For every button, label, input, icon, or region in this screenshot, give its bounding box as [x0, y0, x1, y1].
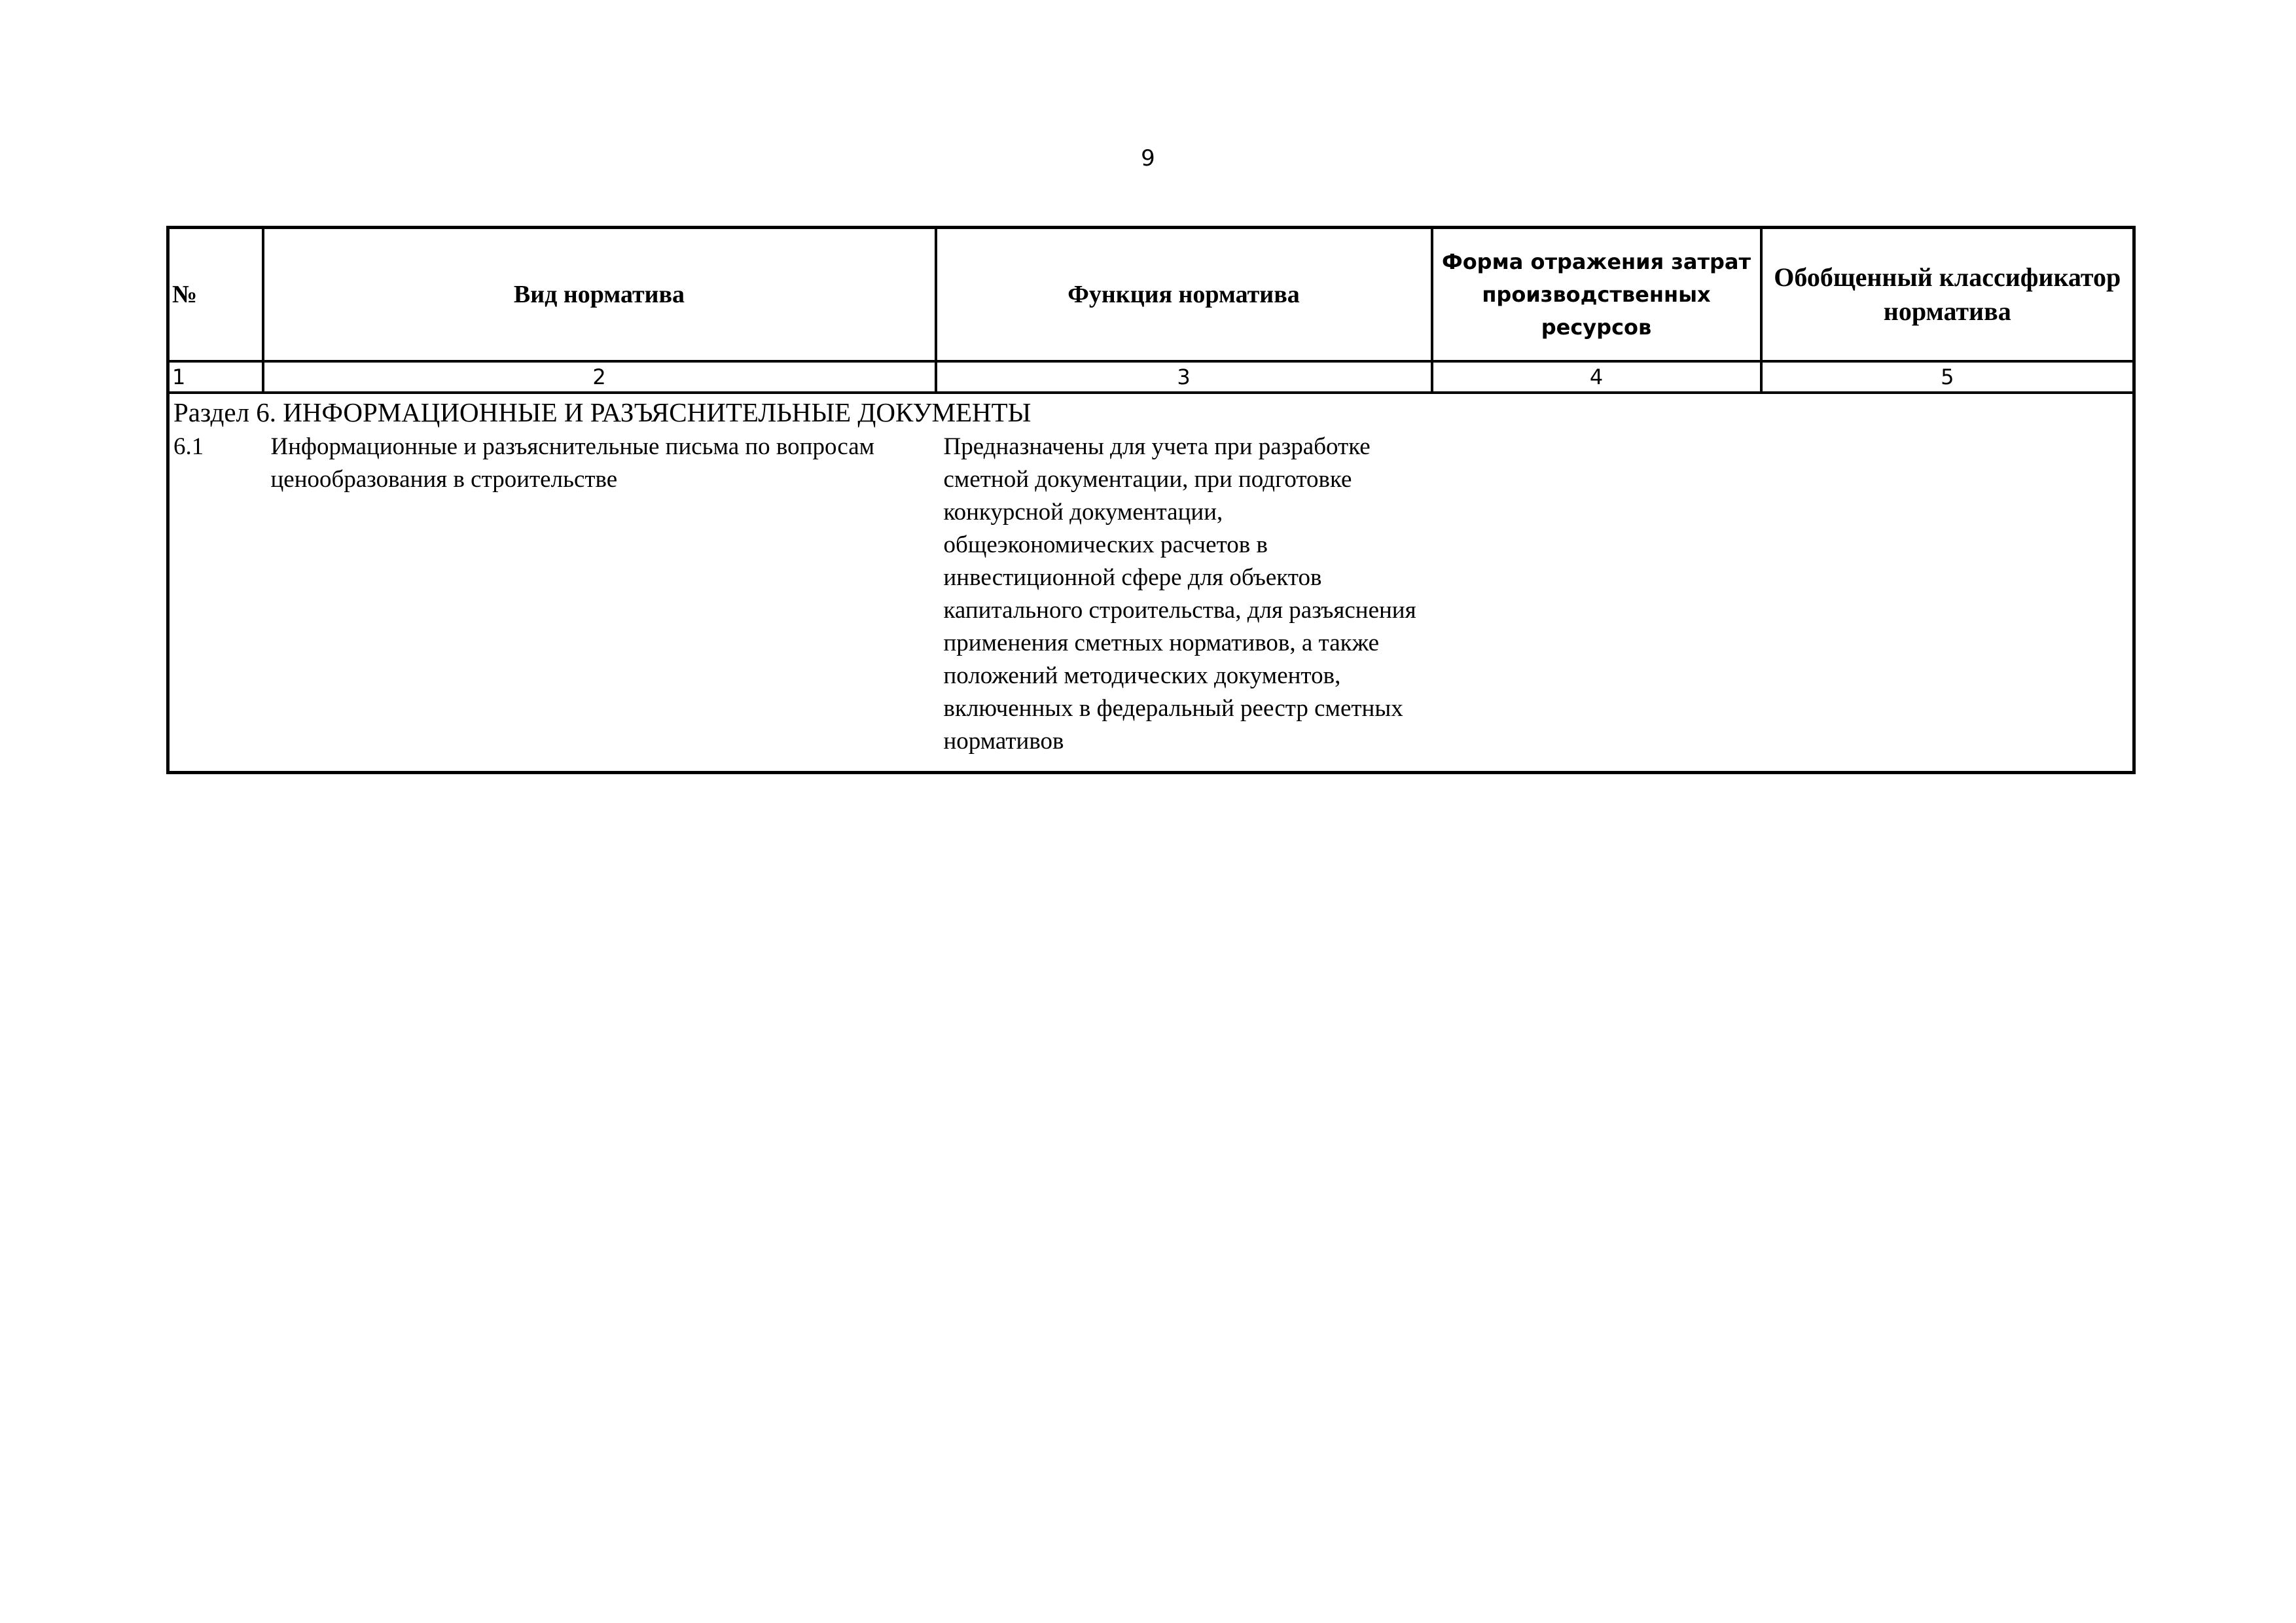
row-number: 6.1	[168, 431, 263, 773]
row-normative-function: Предназначены для учета при разработке сметной документации, при подготовке конкурсной документации, общеэкономических расчетов в инвестиционной сфере для объектов капитального строительства, для разъяснения применения сметных нормативов, а также положений методических документов, включенных в федеральный реестр сметных нормативов	[936, 431, 1432, 773]
normatives-table	[166, 226, 2136, 774]
header-classifier: Обобщенный классификатор норматива	[1761, 228, 2134, 362]
header-number: №	[168, 228, 263, 362]
header-normative-type: Вид норматива	[263, 228, 936, 362]
header-normative-function: Функция норматива	[936, 228, 1432, 362]
page-number: 9	[1141, 145, 1155, 171]
row-cost-form	[1432, 431, 1761, 773]
table-header-row	[168, 228, 2134, 362]
column-number-5: 5	[1761, 361, 2134, 393]
section-title: Раздел 6. ИНФОРМАЦИОННЫЕ И РАЗЪЯСНИТЕЛЬНЫЕ ДОКУМЕНТЫ	[168, 393, 2134, 431]
column-number-row	[168, 361, 2134, 393]
column-number-4: 4	[1432, 361, 1761, 393]
section-row	[168, 393, 2134, 431]
table-row	[168, 431, 2134, 773]
header-cost-form: Форма отражения затрат производственных ресурсов	[1432, 228, 1761, 362]
row-normative-type: Информационные и разъяснительные письма по вопросам ценообразования в строительстве	[263, 431, 936, 773]
column-number-1: 1	[168, 361, 263, 393]
column-number-2: 2	[263, 361, 936, 393]
column-number-3: 3	[936, 361, 1432, 393]
row-classifier	[1761, 431, 2134, 773]
